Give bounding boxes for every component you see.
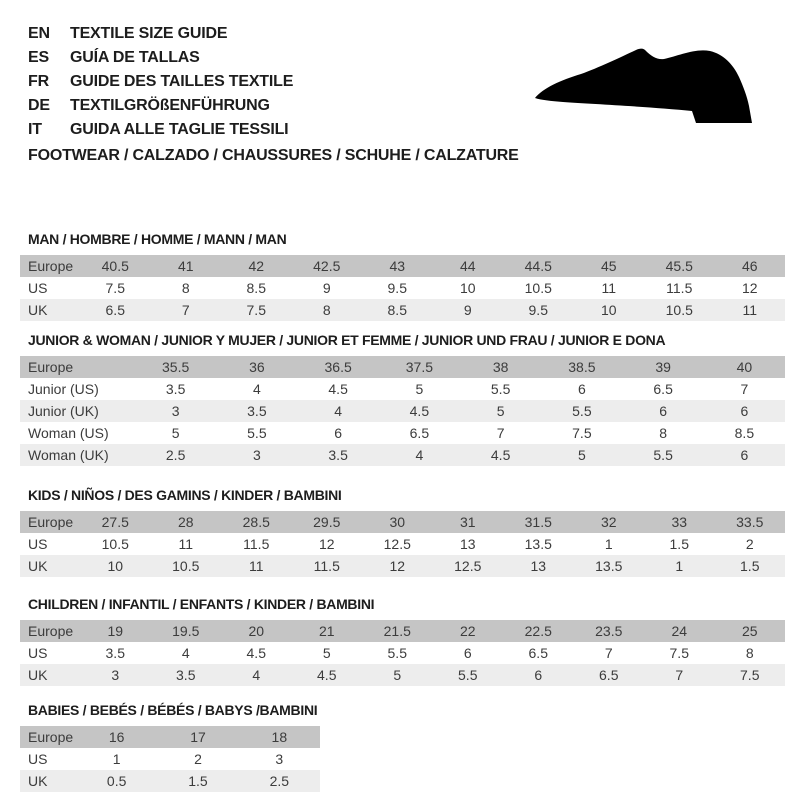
size-cell: 6.5 (409, 425, 430, 441)
size-cell: 3.5 (165, 381, 186, 397)
section-title: JUNIOR & WOMAN / JUNIOR Y MUJER / JUNIOR ET FEMME / JUNIOR UND FRAU / JUNIOR E DONA (28, 332, 666, 348)
size-cell: 7 (496, 425, 505, 441)
size-cell: 10 (459, 280, 476, 296)
size-cell: 7 (740, 381, 749, 397)
size-cell: 11 (601, 280, 617, 296)
section-title: BABIES / BEBÉS / BÉBÉS / BABYS /BAMBINI (28, 702, 318, 718)
size-cell: 16 (108, 729, 125, 745)
size-cell: 5.5 (247, 425, 267, 441)
language-row (28, 70, 293, 94)
table-row (20, 770, 320, 792)
language-row (28, 118, 293, 142)
size-section-kids (20, 486, 785, 577)
size-cell: 1 (604, 536, 613, 552)
size-cell: 5.5 (572, 403, 592, 419)
size-cell: 6 (659, 403, 668, 419)
size-cell: 4.5 (328, 381, 348, 397)
size-cell: 2.5 (269, 773, 290, 789)
table-row (20, 444, 785, 466)
size-cell: 9.5 (528, 302, 548, 318)
size-cell: 8 (745, 645, 754, 661)
size-cell: 7 (604, 645, 613, 661)
size-cell: 5 (393, 667, 402, 683)
size-cell: 5 (577, 447, 586, 463)
size-cell: 33 (671, 514, 688, 530)
size-cell: 13 (459, 536, 476, 552)
size-cell: 41 (177, 258, 194, 274)
size-cell: 8 (322, 302, 331, 318)
table-row (20, 255, 785, 277)
size-cell: 5.5 (458, 667, 478, 683)
size-cell: 4.5 (409, 403, 430, 419)
size-cell: 5.5 (387, 645, 407, 661)
size-cell: 7.5 (572, 425, 592, 441)
row-label: Europe (28, 729, 74, 745)
size-cell: 4.5 (490, 447, 511, 463)
size-cell: 40 (736, 359, 753, 375)
size-cell: 6 (534, 667, 543, 683)
row-label: UK (28, 667, 48, 683)
size-cell: 10 (600, 302, 617, 318)
language-code: IT (28, 121, 42, 138)
size-cell: 42 (248, 258, 265, 274)
size-cell: 3.5 (247, 403, 267, 419)
size-cell: 13.5 (524, 536, 552, 552)
size-cell: 5 (171, 425, 180, 441)
size-table (20, 356, 785, 466)
size-cell: 6.5 (528, 645, 548, 661)
table-row (20, 422, 785, 444)
language-code: EN (28, 25, 50, 42)
size-cell: 7.5 (246, 302, 266, 318)
size-cell: 31 (459, 514, 476, 530)
size-cell: 6 (463, 645, 472, 661)
size-cell: 4 (252, 667, 261, 683)
language-code: ES (28, 49, 49, 66)
row-label: Europe (28, 623, 74, 639)
row-label: Europe (28, 514, 74, 530)
language-row (28, 22, 293, 46)
language-title: GUÍA DE TALLAS (70, 49, 200, 66)
size-cell: 28 (177, 514, 194, 530)
size-cell: 8.5 (387, 302, 407, 318)
row-label: US (28, 645, 48, 661)
size-cell: 25 (741, 623, 758, 639)
size-cell: 9 (463, 302, 472, 318)
size-cell: 12 (741, 280, 758, 296)
table-row (20, 726, 320, 748)
size-cell: 36 (249, 359, 265, 375)
size-cell: 3 (275, 751, 284, 767)
language-code: DE (28, 97, 50, 114)
size-cell: 33.5 (736, 514, 764, 530)
size-cell: 1.5 (188, 773, 208, 789)
size-cell: 19 (107, 623, 124, 639)
row-label: UK (28, 558, 48, 574)
table-row (20, 277, 785, 299)
size-cell: 44.5 (524, 258, 552, 274)
size-section-junior-woman (20, 331, 785, 466)
size-cell: 10.5 (665, 302, 693, 318)
size-table (20, 255, 785, 321)
size-cell: 9 (322, 280, 331, 296)
size-cell: 19.5 (172, 623, 200, 639)
size-cell: 37.5 (405, 359, 433, 375)
size-cell: 3.5 (105, 645, 125, 661)
size-cell: 7 (181, 302, 190, 318)
row-label: Junior (US) (28, 381, 99, 397)
size-cell: 10.5 (524, 280, 552, 296)
size-section-children (20, 595, 785, 686)
size-cell: 9.5 (387, 280, 407, 296)
row-label: Woman (US) (28, 425, 109, 441)
size-cell: 18 (271, 729, 288, 745)
table-row (20, 299, 785, 321)
size-cell: 23.5 (595, 623, 623, 639)
size-cell: 11 (248, 558, 264, 574)
size-cell: 20 (248, 623, 265, 639)
size-cell: 8.5 (246, 280, 266, 296)
size-cell: 5 (322, 645, 331, 661)
size-cell: 24 (671, 623, 688, 639)
table-row (20, 642, 785, 664)
size-cell: 6 (740, 403, 749, 419)
size-cell: 11 (742, 302, 758, 318)
size-cell: 13 (530, 558, 547, 574)
table-row (20, 511, 785, 533)
table-row (20, 356, 785, 378)
size-cell: 22.5 (524, 623, 552, 639)
size-cell: 10 (107, 558, 124, 574)
size-cell: 3.5 (176, 667, 196, 683)
size-cell: 2.5 (165, 447, 186, 463)
language-row (28, 94, 293, 118)
size-cell: 45.5 (665, 258, 693, 274)
size-cell: 3 (111, 667, 120, 683)
size-cell: 10.5 (101, 536, 129, 552)
size-cell: 11.5 (243, 536, 270, 552)
size-cell: 4.5 (317, 667, 337, 683)
language-title: GUIDE DES TAILLES TEXTILE (70, 73, 294, 90)
row-label: UK (28, 773, 48, 789)
size-cell: 7.5 (740, 667, 760, 683)
size-cell: 10.5 (172, 558, 200, 574)
size-cell: 8 (181, 280, 190, 296)
size-cell: 4 (415, 447, 424, 463)
size-cell: 13.5 (595, 558, 623, 574)
size-cell: 7.5 (669, 645, 689, 661)
shoe-icon (533, 44, 765, 126)
size-cell: 30 (389, 514, 406, 530)
language-title: GUIDA ALLE TAGLIE TESSILI (70, 121, 289, 138)
size-cell: 2 (745, 536, 754, 552)
size-cell: 38 (492, 359, 509, 375)
row-label: Europe (28, 258, 74, 274)
size-cell: 28.5 (242, 514, 270, 530)
size-cell: 12.5 (454, 558, 482, 574)
language-row (28, 46, 293, 70)
size-cell: 11.5 (313, 558, 340, 574)
row-label: US (28, 280, 48, 296)
size-cell: 1.5 (669, 536, 689, 552)
size-cell: 21 (318, 623, 335, 639)
size-cell: 12.5 (383, 536, 411, 552)
size-cell: 7.5 (105, 280, 125, 296)
size-section-babies (20, 701, 785, 792)
size-cell: 29.5 (313, 514, 341, 530)
size-cell: 6 (334, 425, 343, 441)
size-table (20, 620, 785, 686)
table-row (20, 400, 785, 422)
size-cell: 39 (655, 359, 671, 375)
size-cell: 6 (577, 381, 586, 397)
size-cell: 5 (496, 403, 505, 419)
language-title: TEXTILE SIZE GUIDE (70, 25, 228, 42)
size-cell: 8.5 (734, 425, 755, 441)
size-cell: 2 (194, 751, 202, 767)
table-row (20, 555, 785, 577)
size-cell: 31.5 (524, 514, 552, 530)
size-cell: 17 (190, 729, 206, 745)
table-row (20, 378, 785, 400)
size-cell: 12 (318, 536, 335, 552)
size-cell: 4.5 (246, 645, 266, 661)
size-cell: 5 (415, 381, 424, 397)
row-label: US (28, 751, 48, 767)
size-cell: 46 (741, 258, 758, 274)
size-cell: 6.5 (653, 381, 673, 397)
size-section-man (20, 230, 785, 321)
size-cell: 21.5 (383, 623, 411, 639)
size-cell: 8 (659, 425, 668, 441)
size-cell: 36.5 (324, 359, 352, 375)
size-cell: 45 (600, 258, 617, 274)
table-row (20, 620, 785, 642)
section-title: CHILDREN / INFANTIL / ENFANTS / KINDER / BAMBINI (28, 596, 375, 612)
size-cell: 1 (112, 751, 121, 767)
size-cell: 4 (252, 381, 261, 397)
size-cell: 38.5 (568, 359, 596, 375)
size-cell: 6 (740, 447, 749, 463)
size-cell: 6.5 (105, 302, 125, 318)
size-cell: 3.5 (328, 447, 348, 463)
size-cell: 7 (675, 667, 684, 683)
size-cell: 1.5 (740, 558, 760, 574)
language-list (28, 22, 293, 142)
size-cell: 12 (389, 558, 406, 574)
row-label: Woman (UK) (28, 447, 109, 463)
row-label: UK (28, 302, 48, 318)
language-title: TEXTILGRÖßENFÜHRUNG (70, 97, 270, 114)
size-cell: 27.5 (101, 514, 129, 530)
size-cell: 42.5 (313, 258, 341, 274)
size-cell: 4 (334, 403, 343, 419)
size-cell: 0.5 (106, 773, 127, 789)
size-cell: 3 (171, 403, 180, 419)
language-code: FR (28, 73, 49, 90)
row-label: US (28, 536, 48, 552)
size-cell: 22 (459, 623, 476, 639)
table-row (20, 664, 785, 686)
section-title: KIDS / NIÑOS / DES GAMINS / KINDER / BAMBINI (28, 487, 342, 503)
size-cell: 44 (459, 258, 476, 274)
section-title: MAN / HOMBRE / HOMME / MANN / MAN (28, 231, 287, 247)
size-cell: 5.5 (490, 381, 511, 397)
size-cell: 35.5 (162, 359, 190, 375)
size-table (20, 511, 785, 577)
size-cell: 6.5 (599, 667, 619, 683)
size-cell: 4 (181, 645, 190, 661)
size-cell: 32 (600, 514, 617, 530)
size-table (20, 726, 320, 792)
table-row (20, 533, 785, 555)
size-cell: 11.5 (666, 280, 693, 296)
size-cell: 11 (178, 536, 194, 552)
size-cell: 5.5 (653, 447, 673, 463)
size-cell: 1 (675, 558, 684, 574)
size-cell: 3 (252, 447, 261, 463)
size-cell: 43 (389, 258, 406, 274)
row-label: Junior (UK) (28, 403, 99, 419)
category-heading: FOOTWEAR / CALZADO / CHAUSSURES / SCHUHE / CALZATURE (28, 147, 519, 164)
size-cell: 40.5 (101, 258, 129, 274)
table-row (20, 748, 320, 770)
row-label: Europe (28, 359, 74, 375)
